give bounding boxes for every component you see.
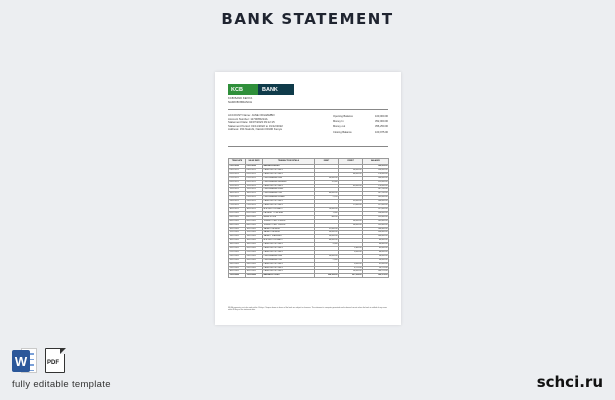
table-cell: 16/12/2022 <box>229 239 246 243</box>
table-cell: 07/11/2022 <box>246 176 263 180</box>
table-cell: Card Withdrawal CBD <box>263 258 315 262</box>
table-cell: SALARY PAYMENT <box>263 227 315 231</box>
table-cell: Card Withdrawal Mombasa <box>263 180 315 184</box>
table-cell: 20,000.00 <box>315 207 339 211</box>
table-cell: 18/11/2022 <box>246 192 263 196</box>
summary-label: Opening Balance <box>333 115 353 118</box>
footnote: NB: All payments are to be made within 14 days. Cheques drawn in favour of the bank are subject to clearance. This statement is computer generated and is deemed correct unless the bank is notified of any errors within 30 days of the statement date. <box>228 307 387 312</box>
table-cell: 356,250.00 <box>315 274 339 278</box>
table-cell: 164,600.00 <box>363 227 389 231</box>
table-cell: 27/11/2022 <box>229 204 246 208</box>
table-cell: 50,975.00 <box>363 266 389 270</box>
table-cell: 30,000.00 <box>315 231 339 235</box>
statement-document <box>215 72 401 325</box>
table-cell: 30/11/2022 <box>229 207 246 211</box>
table-cell: 01/11/2022 <box>246 165 263 169</box>
table-cell: 105,000.00 <box>363 196 389 200</box>
table-row <box>229 274 389 278</box>
table-cell: CASH DEPOSIT SELF <box>263 168 315 172</box>
table-cell: 31/12/2022 <box>246 274 263 278</box>
table-cell: 21/11/2022 <box>246 196 263 200</box>
customer-line: Statement Date: 04/07/2023 09:12:15 <box>228 120 275 125</box>
page-title: BANK STATEMENT <box>221 10 394 28</box>
table-cell: 68,000.00 <box>363 250 389 254</box>
table-cell: 4,000 <box>315 243 339 247</box>
table-cell: 20/12/2022 <box>246 247 263 251</box>
table-cell: CASH DEPOSIT SELF <box>263 243 315 247</box>
table-cell: 15,000 <box>315 180 339 184</box>
table-cell: 15/11/2022 <box>246 188 263 192</box>
column-header: VALUE DATE <box>246 159 263 165</box>
summary-value: 100,975.00 <box>375 130 388 134</box>
table-cell: BALANCE B/FWD <box>263 165 315 169</box>
table-cell: 28/12/2022 <box>229 262 246 266</box>
summary-label: Money out <box>333 125 346 129</box>
table-cell: 40,000.00 <box>315 239 339 243</box>
table-cell: 14/12/2022 <box>246 235 263 239</box>
table-cell: 18/12/2022 <box>229 243 246 247</box>
table-cell: CASH DEPOSIT SELF <box>263 262 315 266</box>
table-cell: 107,250.00 <box>363 192 389 196</box>
table-cell: 09/11/2022 <box>229 180 246 184</box>
table-cell: CASH DEPOSIT SELF <box>263 270 315 274</box>
customer-line: ACCOUNT Name: JANE ODHIAMBO <box>228 113 275 117</box>
table-cell: 137,000.00 <box>363 207 389 211</box>
table-cell: 16/12/2022 <box>246 239 263 243</box>
customer-line: Statement Period: 01/11/2022 to 31/12/2022 <box>228 123 283 128</box>
table-cell: 22/12/2022 <box>246 250 263 254</box>
table-cell: 63,000.00 <box>363 247 389 251</box>
table-cell: 18/11/2022 <box>229 192 246 196</box>
table-cell: 45,000.00 <box>339 184 363 188</box>
summary-value: 356,250.00 <box>375 125 388 129</box>
summary-value: 352,000.00 <box>375 120 388 124</box>
account-summary <box>333 114 388 135</box>
table-cell: 100,000.00 <box>363 165 389 169</box>
table-cell: 08/12/2022 <box>246 223 263 227</box>
table-cell: 30/12/2022 <box>229 270 246 274</box>
table-cell: 167,250.00 <box>363 188 389 192</box>
table-cell: 2,000 <box>315 258 339 262</box>
table-cell: 14/12/2022 <box>229 235 246 239</box>
table-cell: 100,975.00 <box>363 274 389 278</box>
table-cell: 04/12/2022 <box>229 215 246 219</box>
table-cell: CASH DEPOSIT SELF <box>263 204 315 208</box>
table-cell: 140,000.00 <box>363 176 389 180</box>
table-cell: 140,000.00 <box>363 200 389 204</box>
table-cell: ATM WDL KCB SARIT <box>263 207 315 211</box>
table-cell: ATM WDL KCB SARIT <box>263 239 315 243</box>
table-cell: 170,000.00 <box>363 184 389 188</box>
table-cell: Card Withdrawal CBD <box>263 192 315 196</box>
customer-line: Address: 154 Nairobi, Nairobi 00100 Kenya <box>228 127 282 132</box>
table-cell: 24/11/2022 <box>229 200 246 204</box>
table-cell: 03/11/2022 <box>246 168 263 172</box>
table-cell: 20/12/2022 <box>229 247 246 251</box>
table-cell: 29/12/2022 <box>229 266 246 270</box>
table-cell: 157,000.00 <box>363 204 389 208</box>
table-cell: 21/11/2022 <box>229 196 246 200</box>
table-cell: 26/12/2022 <box>246 258 263 262</box>
format-icons <box>12 348 70 373</box>
table-cell: Transfer TO A/C 4789KDP <box>263 219 315 223</box>
bank-address-line: NAIROBI BRANCH <box>228 99 253 104</box>
table-cell: 12/12/2022 <box>246 231 263 235</box>
table-cell: 29/12/2022 <box>246 266 263 270</box>
table-cell: 30,000.00 <box>315 235 339 239</box>
table-cell: 10/12/2022 <box>229 227 246 231</box>
table-cell: Card Withdrawal Kiambu <box>263 196 315 200</box>
table-cell: 30,000.00 <box>339 223 363 227</box>
table-cell: 24/12/2022 <box>229 254 246 258</box>
table-cell: 22/12/2022 <box>229 250 246 254</box>
table-cell: 07/11/2022 <box>229 176 246 180</box>
table-cell: 36,000.00 <box>363 258 389 262</box>
table-cell: 9,975.00 <box>339 266 363 270</box>
table-cell: CASH DEPOSIT SELF <box>263 200 315 204</box>
table-cell: 2,400.00 <box>339 247 363 251</box>
table-cell: 60,600.00 <box>363 243 389 247</box>
table-cell: 08/12/2022 <box>229 223 246 227</box>
table-cell: 18/12/2022 <box>246 243 263 247</box>
table-cell: 30,000.00 <box>339 219 363 223</box>
table-cell: 30/11/2022 <box>246 207 263 211</box>
bank-logo <box>228 84 294 95</box>
table-cell: 12/11/2022 <box>229 184 246 188</box>
table-cell: 1,000 <box>315 211 339 215</box>
table-cell: 170,000.00 <box>363 172 389 176</box>
pdf-file-icon <box>45 348 70 373</box>
summary-label: Closing Balance <box>333 130 352 134</box>
table-cell: 38,000.00 <box>363 254 389 258</box>
table-cell: 24/12/2022 <box>246 254 263 258</box>
table-cell: 125,000.00 <box>363 180 389 184</box>
table-cell: SALARY PAYMENT <box>263 231 315 235</box>
summary-value: 100,000.00 <box>375 115 388 118</box>
word-letter: W <box>12 350 30 372</box>
table-cell: CASH DEPOSIT SELF <box>263 247 315 251</box>
table-cell: 60,000.00 <box>315 192 339 196</box>
table-cell: 400.00 <box>315 215 339 219</box>
table-cell: 104,600.00 <box>363 235 389 239</box>
table-cell: 06/12/2022 <box>229 219 246 223</box>
word-file-icon <box>12 348 37 373</box>
table-cell: 41,000.00 <box>363 262 389 266</box>
table-cell: Card Withdrawal Sarit <box>263 176 315 180</box>
table-cell: CASH DEPOSIT SELF <box>263 184 315 188</box>
table-cell: 05/11/2022 <box>229 172 246 176</box>
column-header: TRAN DATE <box>229 159 246 165</box>
table-cell: 195,600.00 <box>363 223 389 227</box>
table-cell: 15/11/2022 <box>229 188 246 192</box>
template-caption: fully editable template <box>12 379 111 390</box>
table-cell: 5,000.00 <box>339 250 363 254</box>
table-cell: Card Withdrawal Sarit <box>263 254 315 258</box>
table-cell: 02/12/2022 <box>246 211 263 215</box>
column-header: BALANCE <box>363 159 389 165</box>
table-cell: 30,000.00 <box>339 168 363 172</box>
table-cell: 06/12/2022 <box>246 219 263 223</box>
pdf-label: PDF <box>47 360 59 366</box>
site-brand: schci.ru <box>536 373 603 391</box>
table-cell: Mobile to Card <box>263 215 315 219</box>
table-cell: CASH DEPOSIT SELF <box>263 250 315 254</box>
table-cell: 64,600.00 <box>363 239 389 243</box>
table-cell: 30,000.00 <box>315 254 339 258</box>
summary-label: Money In <box>333 120 344 124</box>
table-cell: 09/11/2022 <box>246 180 263 184</box>
table-cell: Transfer TO A/C 1185KDP <box>263 223 315 227</box>
table-cell: 357,225.00 <box>339 274 363 278</box>
table-cell: 12/12/2022 <box>229 231 246 235</box>
logo-right: BANK <box>258 84 294 95</box>
table-cell: 27/11/2022 <box>246 204 263 208</box>
table-cell: 03/11/2022 <box>229 168 246 172</box>
table-cell: PAYMENT TO MPESA <box>263 211 315 215</box>
divider <box>228 146 388 147</box>
table-cell: 35,000.00 <box>339 200 363 204</box>
table-cell: 02/12/2022 <box>229 211 246 215</box>
table-cell: 165,600.00 <box>363 219 389 223</box>
table-cell: 136,000.00 <box>363 211 389 215</box>
logo-left: KCB <box>228 84 258 95</box>
table-cell: BALANCE C/FWD <box>263 274 315 278</box>
table-cell: 30,000.00 <box>315 176 339 180</box>
table-cell: 130,000.00 <box>363 168 389 172</box>
table-cell: 26/12/2022 <box>229 258 246 262</box>
table-cell: 135,600.00 <box>363 215 389 219</box>
table-cell: CASH DEPOSIT SELF <box>263 266 315 270</box>
transactions-table <box>228 158 389 278</box>
table-cell: 05/11/2022 <box>246 172 263 176</box>
divider <box>228 109 388 110</box>
table-cell: 134,600.00 <box>363 231 389 235</box>
table-cell: 04/12/2022 <box>246 215 263 219</box>
table-cell: 30/12/2022 <box>246 270 263 274</box>
table-cell: 01/11/2022 <box>229 165 246 169</box>
table-cell: 31/12/2022 <box>229 274 246 278</box>
table-cell: 5,000.00 <box>339 262 363 266</box>
column-header: DEBIT <box>315 159 339 165</box>
table-cell: 100,975.00 <box>363 270 389 274</box>
table-cell: 28/12/2022 <box>246 262 263 266</box>
column-header: TRANSACTION DETAILS <box>263 159 315 165</box>
table-cell: 50,000.00 <box>339 270 363 274</box>
table-cell: SALARY TRANSFER <box>263 235 315 239</box>
customer-details <box>228 114 283 132</box>
table-cell: 40,000.00 <box>339 172 363 176</box>
table-cell: 31,000.00 <box>315 227 339 231</box>
pdf-page <box>45 348 65 373</box>
summary-row <box>333 130 388 135</box>
table-cell: 24/11/2022 <box>246 200 263 204</box>
table-cell: 17,000.00 <box>339 204 363 208</box>
bank-address-line: KCB BANK KENYA <box>228 96 253 100</box>
table-cell: Card Withdrawal Karen <box>263 188 315 192</box>
table-cell: 12/11/2022 <box>246 184 263 188</box>
column-header: CREDIT <box>339 159 363 165</box>
table-cell: CASH DEPOSIT SELF <box>263 172 315 176</box>
table-cell: 2,250 <box>315 196 339 200</box>
table-cell: 10/12/2022 <box>246 227 263 231</box>
bank-address <box>228 97 252 104</box>
customer-line: Account Number: 1170065214A <box>228 116 268 121</box>
